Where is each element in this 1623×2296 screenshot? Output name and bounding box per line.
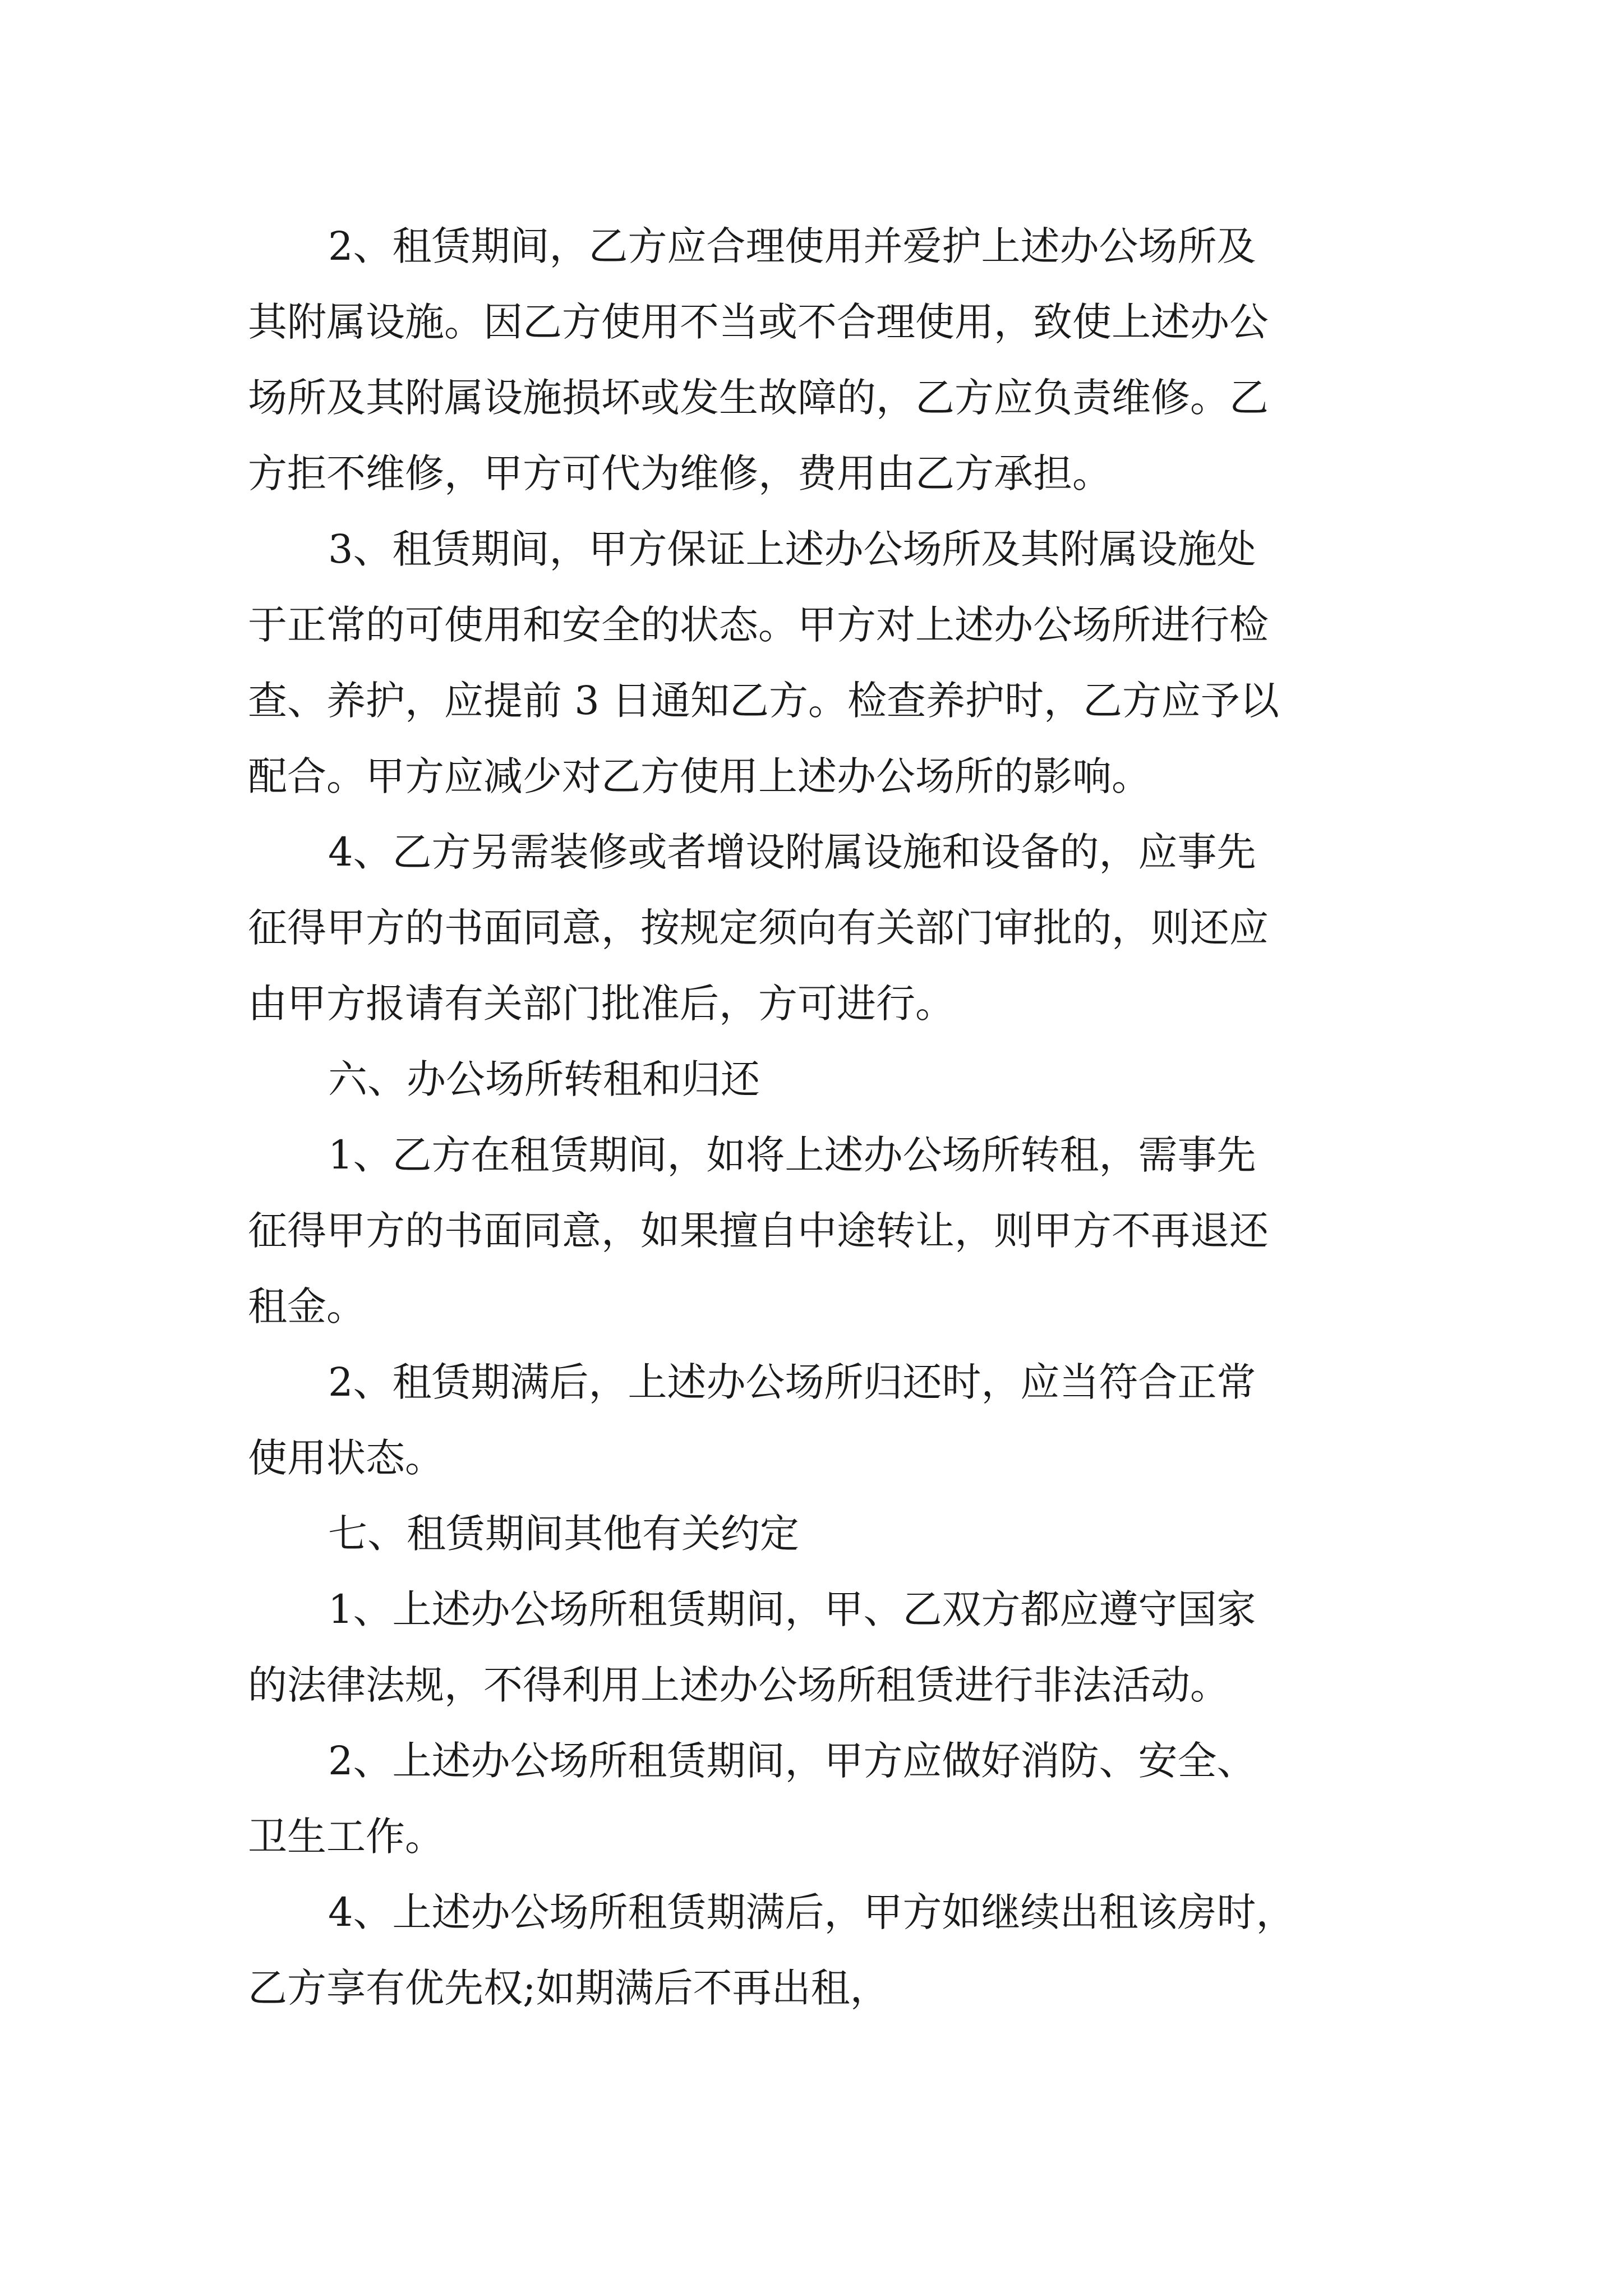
section-heading: 六、办公场所转租和归还 [328,1056,760,1102]
text-line: 4、上述办公场所租赁期满后，甲方如继续出租该房时， [328,1889,1295,1935]
text-line: 4、乙方另需装修或者增设附属设施和设备的，应事先 [328,829,1256,875]
text-line: 使用状态。 [248,1435,444,1481]
text-line: 其附属设施。因乙方使用不当或不合理使用，致使上述办公 [248,299,1269,345]
text-line: 乙方享有优先权;如期满后不再出租， [248,1965,889,2011]
text-line: 2、租赁期间，乙方应合理使用并爱护上述办公场所及 [328,223,1256,269]
text-line: 1、乙方在租赁期间，如将上述办公场所转租，需事先 [328,1132,1256,1178]
text-line: 租金。 [248,1283,366,1329]
text-line: 1、上述办公场所租赁期间，甲、乙双方都应遵守国家 [328,1586,1256,1632]
text-line: 2、上述办公场所租赁期间，甲方应做好消防、安全、 [328,1738,1256,1784]
text-line: 2、租赁期满后，上述办公场所归还时，应当符合正常 [328,1359,1256,1405]
text-line: 配合。甲方应减少对乙方使用上述办公场所的影响。 [248,753,1151,799]
text-line: 查、养护，应提前 3 日通知乙方。检查养护时，乙方应予以 [248,678,1280,724]
text-line: 的法律法规，不得利用上述办公场所租赁进行非法活动。 [248,1662,1229,1708]
text-line: 卫生工作。 [248,1814,444,1860]
text-line: 方拒不维修，甲方可代为维修，费用由乙方承担。 [248,450,1112,496]
text-line: 征得甲方的书面同意，按规定须向有关部门审批的，则还应 [248,905,1269,951]
text-line: 由甲方报请有关部门批准后，方可进行。 [248,981,955,1027]
text-line: 于正常的可使用和安全的状态。甲方对上述办公场所进行检 [248,602,1269,648]
text-line: 场所及其附属设施损坏或发生故障的，乙方应负责维修。乙 [248,375,1269,421]
section-heading: 七、租赁期间其他有关约定 [328,1511,799,1557]
text-line: 3、租赁期间，甲方保证上述办公场所及其附属设施处 [328,526,1256,572]
text-line: 征得甲方的书面同意，如果擅自中途转让，则甲方不再退还 [248,1208,1269,1254]
